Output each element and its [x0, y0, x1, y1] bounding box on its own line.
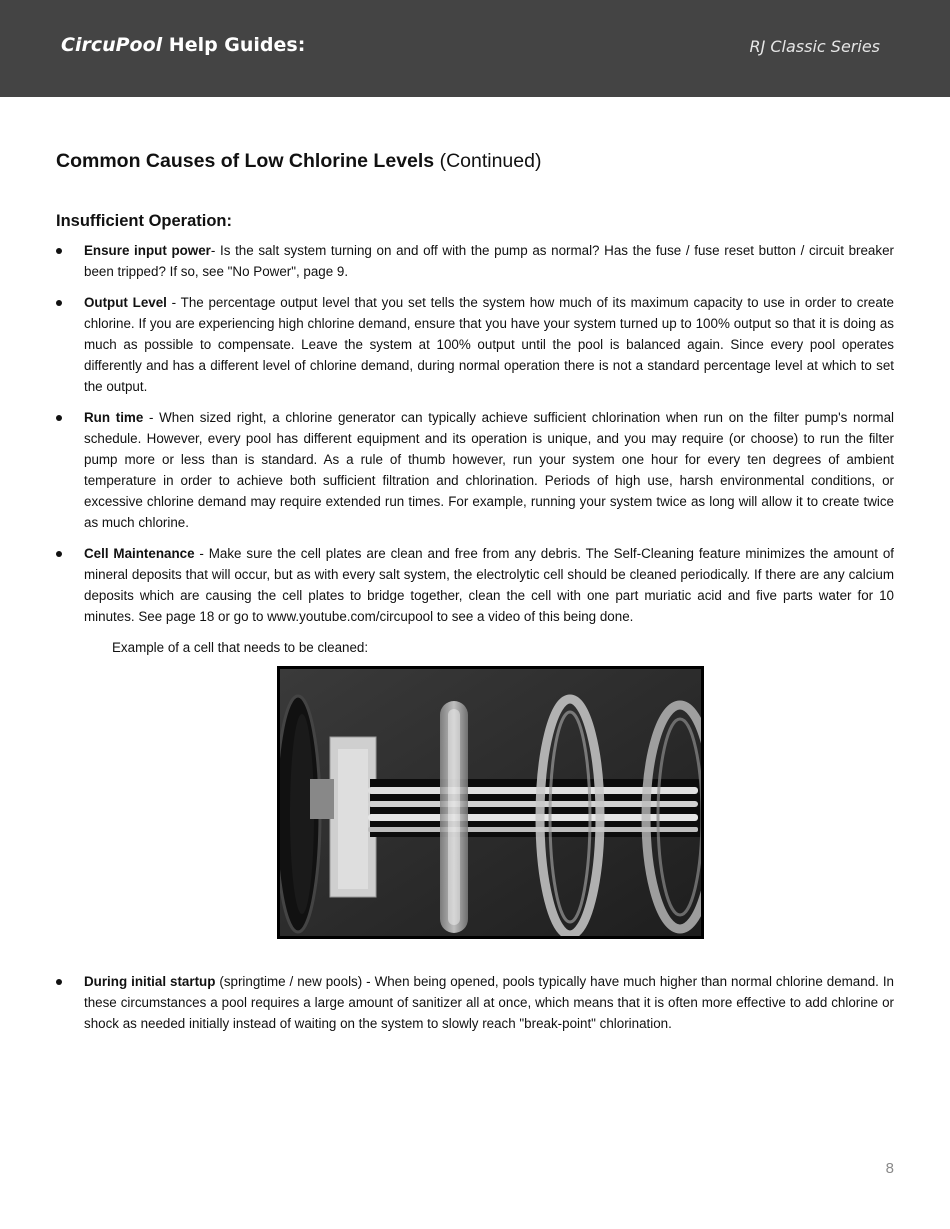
brand-name: CircuPool — [61, 34, 163, 56]
section-title-main: Insufficient Operation — [56, 212, 227, 230]
list-item — [56, 543, 894, 627]
section-title — [56, 210, 894, 232]
bullet-list-startup — [56, 971, 894, 1034]
series-label: RJ Classic Series — [749, 37, 880, 56]
bullet-lead: Output Level — [84, 295, 167, 310]
bullet-lead: Run time — [84, 410, 144, 425]
page-content — [56, 148, 894, 1044]
bullet-icon — [56, 300, 62, 306]
bullet-list — [56, 240, 894, 627]
bullet-icon — [56, 248, 62, 254]
bullet-text: (springtime / new pools) - When being opened, pools typically have much higher than normal chlorine demand. In these circumstances a pool requires a large amount of sanitizer all at once, which means that it is often more effective to add chlorine or shock as needed initially instead of waiting on the system to slowly reach "break-point" chlorination. — [84, 974, 894, 1031]
bullet-text: - The percentage output level that you set tells the system how much of its maximum capacity to use in order to create chlorine. If you are experiencing high chlorine demand, ensure that you have your system turned up to 100% output so that it is doing as much as possible to compensate. Leave the system at 100% output until the pool is balanced again. Since every pool operates differently and has a different level of chlorine demand, during normal operation there is not a standard percentage level at which to set the output. — [84, 295, 894, 394]
list-item — [56, 407, 894, 533]
page-header — [0, 0, 950, 97]
page-title-continued: (Continued) — [434, 150, 542, 172]
page-title-main: Common Causes of Low Chlorine Levels — [56, 150, 435, 172]
list-item — [56, 240, 894, 282]
bullet-lead: Ensure input power — [84, 243, 211, 258]
bullet-text: - When sized right, a chlorine generator can typically achieve sufficient chlorination when run on the filter pump's normal schedule. However, every pool has different equipment and its operation is unique, and you may require (or choose) to run the filter pump more or less than is standard. As a rule of thumb however, run your system one hour for every ten degrees of ambient temperature in order to achieve both sufficient filtration and chlorination. Periods of high use, harsh environmental conditions, or excessive chlorine demand may require extended run times. For example, running your system twice as long will allow it to create twice as much chlorine. — [84, 410, 894, 530]
cell-photo-illustration — [280, 669, 701, 936]
list-item — [56, 292, 894, 397]
page-title — [56, 148, 894, 174]
page-number: 8 — [885, 1160, 894, 1177]
brand-title — [61, 34, 305, 56]
bullet-text: - Is the salt system turning on and off with the pump as normal? Has the fuse / fuse reset button / circuit breaker been tripped? If so, see "No Power", page 9. — [84, 243, 894, 279]
bullet-icon — [56, 979, 62, 985]
bullet-icon — [56, 551, 62, 557]
list-item — [56, 971, 894, 1034]
brand-suffix: Help Guides: — [162, 34, 306, 56]
bullet-lead: During initial startup — [84, 974, 216, 989]
example-caption: Example of a cell that needs to be cleaned: — [112, 640, 369, 655]
bullet-lead: Cell Maintenance — [84, 546, 195, 561]
cell-photo — [277, 666, 704, 939]
bullet-icon — [56, 415, 62, 421]
bullet-text: - Make sure the cell plates are clean and free from any debris. The Self-Cleaning feature minimizes the amount of mineral deposits that will occur, but as with every salt system, the electrolytic cell should be cleaned periodically. If there are any calcium deposits which are causing the cell plates to bridge together, clean the cell with one part muriatic acid and five parts water for 10 minutes. See page 18 or go to www.youtube.com/circupool to see a video of this being done. — [84, 546, 894, 624]
section-title-suffix: : — [226, 212, 233, 230]
